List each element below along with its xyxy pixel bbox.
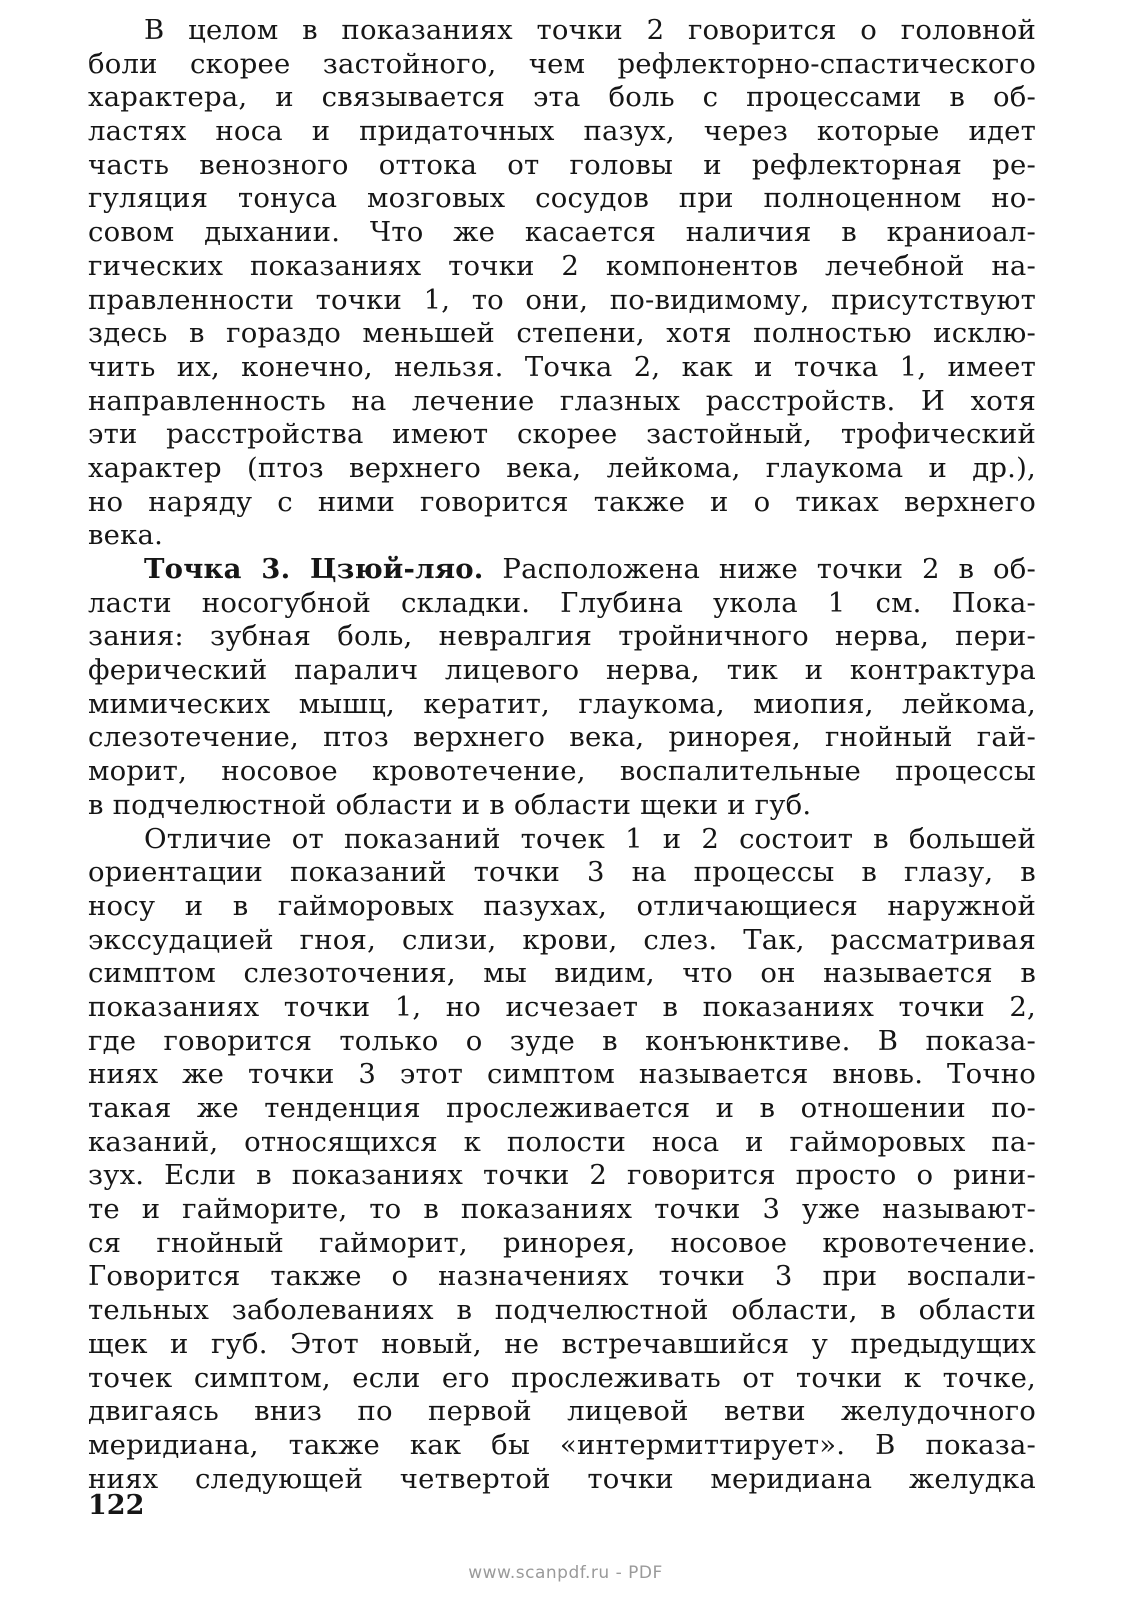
text-line	[88, 1159, 1036, 1193]
body-text	[88, 14, 1036, 1496]
text-line	[88, 250, 1036, 284]
line-text: В целом в показаниях точки 2 говорится о головной	[144, 14, 1036, 46]
text-line	[88, 418, 1036, 452]
line-text: слезотечение, птоз верхнего века, ринорея, гнойный гай-	[88, 721, 1036, 754]
text-line	[88, 1092, 1036, 1126]
line-text: щек и губ. Этот новый, не встречавшийся у предыдущих	[88, 1327, 1036, 1360]
text-line	[88, 688, 1036, 722]
text-line	[88, 924, 1036, 958]
text-line	[88, 1227, 1036, 1261]
line-text: носу и в гайморовых пазухах, отличающиеся наружной	[88, 889, 1036, 922]
line-text: но наряду с ними говорится также и о тиках верхнего	[88, 485, 1036, 518]
line-text: гических показаниях точки 2 компонентов лечебной на-	[88, 249, 1036, 282]
line-text: казаний, относящихся к полости носа и гайморовых па-	[88, 1125, 1036, 1158]
line-text: экссудацией гноя, слизи, крови, слез. Так, рассматривая	[88, 923, 1036, 956]
text-line	[88, 1463, 1036, 1497]
line-text: показаниях точки 1, но исчезает в показаниях точки 2,	[88, 990, 1036, 1023]
line-text: здесь в гораздо меньшей степени, хотя полностью исклю-	[88, 317, 1036, 350]
text-line	[88, 81, 1036, 115]
text-line	[88, 620, 1036, 654]
line-text: века.	[88, 519, 164, 552]
text-line	[88, 1058, 1036, 1092]
line-text: боли скорее застойного, чем рефлекторно-спастического	[88, 47, 1036, 80]
text-line	[88, 789, 1036, 823]
line-text: гуляция тонуса мозговых сосудов при полноценном но-	[88, 182, 1036, 215]
line-text: правленности точки 1, то они, по-видимому, присутствуют	[88, 283, 1036, 316]
text-line	[88, 721, 1036, 755]
text-line	[88, 115, 1036, 149]
text-line	[88, 216, 1036, 250]
line-text: чить их, конечно, нельзя. Точка 2, как и точка 1, имеет	[88, 350, 1036, 383]
line-text: ориентации показаний точки 3 на процессы в глазу, в	[88, 856, 1036, 889]
line-text: Отличие от показаний точек 1 и 2 состоит в большей	[144, 822, 1036, 855]
text-line	[88, 1362, 1036, 1396]
line-text: те и гайморите, то в показаниях точки 3 уже называют-	[88, 1193, 1036, 1226]
text-line	[88, 991, 1036, 1025]
text-line	[88, 890, 1036, 924]
text-line	[88, 823, 1036, 857]
text-line	[88, 1260, 1036, 1294]
line-text: ся гнойный гайморит, ринорея, носовое кровотечение.	[88, 1226, 1036, 1259]
line-text: ферический паралич лицевого нерва, тик и контрактура	[88, 654, 1036, 687]
text-line	[88, 452, 1036, 486]
text-line	[88, 1025, 1036, 1059]
line-text: ниях следующей четвертой точки меридиана желудка	[88, 1462, 1036, 1495]
line-text: в подчелюстной области и в области щеки и губ.	[88, 788, 812, 821]
line-text: тельных заболеваниях в подчелюстной области, в области	[88, 1294, 1036, 1327]
text-line	[88, 284, 1036, 318]
line-text: морит, носовое кровотечение, воспалительные процессы	[88, 755, 1036, 788]
line-text: такая же тенденция прослеживается и в отношении по-	[88, 1092, 1036, 1124]
line-text: характера, и связывается эта боль с процессами в об-	[88, 81, 1036, 114]
text-line	[88, 1193, 1036, 1227]
line-text: мимических мышц, кератит, глаукома, миопия, лейкома,	[88, 687, 1036, 720]
line-text: направленность на лечение глазных расстройств. И хотя	[88, 384, 1036, 417]
page-number: 122	[88, 1490, 145, 1521]
line-text: характер (птоз верхнего века, лейкома, глаукома и др.),	[88, 451, 1036, 484]
line-text: зания: зубная боль, невралгия тройничного нерва, пери-	[88, 620, 1036, 653]
line-text: ниях же точки 3 этот симптом называется вновь. Точно	[88, 1058, 1036, 1091]
line-text: меридиана, также как бы «интермиттирует». В показа-	[88, 1428, 1036, 1461]
line-text: где говорится только о зуде в конъюнктиве. В показа-	[88, 1024, 1036, 1057]
line-text: точек симптом, если его прослеживать от точки к точке,	[88, 1361, 1036, 1394]
text-line	[88, 1126, 1036, 1160]
section-heading: Точка 3. Цзюй-ляо.	[144, 553, 484, 585]
text-line	[88, 1395, 1036, 1429]
text-line	[88, 519, 1036, 553]
text-line	[88, 385, 1036, 419]
text-line	[88, 486, 1036, 520]
text-line	[88, 957, 1036, 991]
line-text: ласти носогубной складки. Глубина укола 1 см. Пока-	[88, 586, 1036, 619]
line-text: зух. Если в показаниях точки 2 говорится просто о рини-	[88, 1159, 1036, 1192]
text-line	[88, 149, 1036, 183]
text-line	[88, 317, 1036, 351]
text-line	[88, 182, 1036, 216]
text-line	[88, 587, 1036, 621]
line-text: двигаясь вниз по первой лицевой ветви желудочного	[88, 1395, 1036, 1428]
line-text: ластях носа и придаточных пазух, через которые идет	[88, 115, 1036, 148]
text-line	[88, 351, 1036, 385]
text-line	[88, 856, 1036, 890]
line-text: эти расстройства имеют скорее застойный, трофический	[88, 418, 1036, 451]
text-line	[88, 1294, 1036, 1328]
line-text: совом дыхании. Что же касается наличия в краниоал-	[88, 216, 1036, 249]
text-line	[88, 654, 1036, 688]
text-line	[88, 1328, 1036, 1362]
text-line	[88, 48, 1036, 82]
line-text: часть венозного оттока от головы и рефлекторная ре-	[88, 148, 1036, 181]
line-text: симптом слезоточения, мы видим, что он называется в	[88, 957, 1036, 990]
text-line	[88, 553, 1036, 587]
watermark-text: www.scanpdf.ru - PDF	[468, 1563, 663, 1583]
text-line	[88, 755, 1036, 789]
text-line	[88, 1429, 1036, 1463]
line-text: Расположена ниже точки 2 в об-	[483, 553, 1036, 585]
text-line	[88, 14, 1036, 48]
line-text: Говорится также о назначениях точки 3 при воспали-	[88, 1260, 1036, 1293]
